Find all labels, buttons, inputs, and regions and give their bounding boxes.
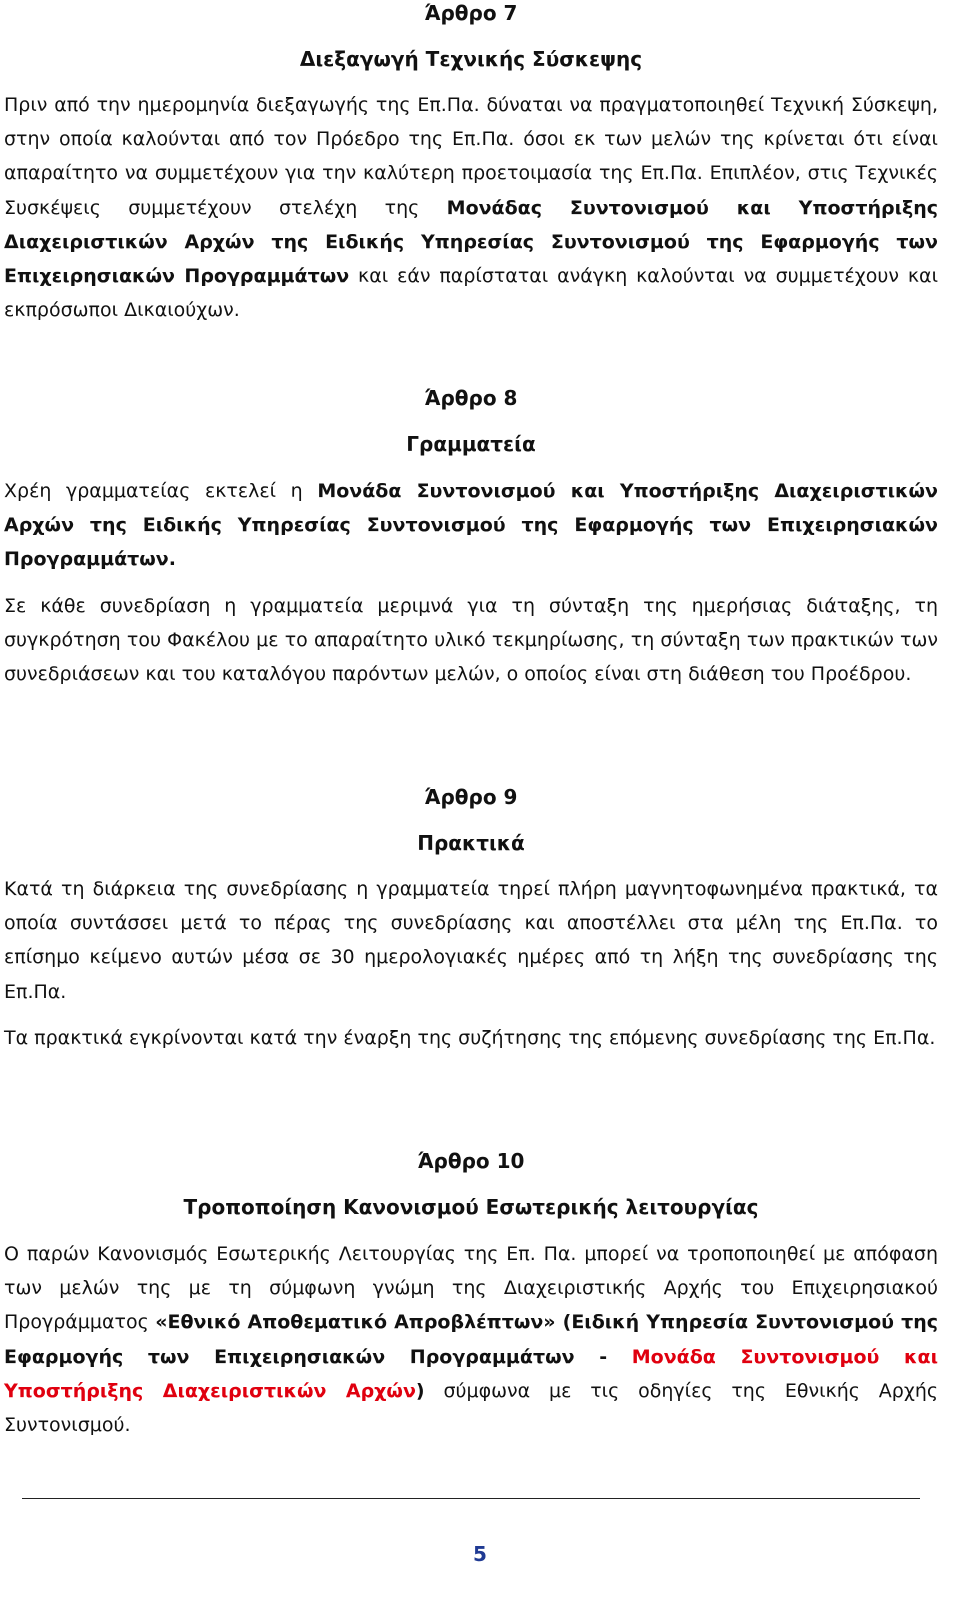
article-10-paragraph-1 [4, 1237, 938, 1442]
bold-run: «Εθνικό Αποθεματικό Απροβλέπτων» (Ειδική Υπηρεσία Συντονισμού της Εφαρμογής των Επιχειρησιακών Προγραμμάτων - [4, 1311, 938, 1368]
article-9-title: Πρακτικά [417, 831, 525, 855]
article-7-paragraph-1 [4, 88, 938, 327]
text-run: Χρέη γραμματείας εκτελεί η [4, 480, 318, 502]
red-bold-run: Μονάδα Συντονισμού και Υποστήριξης Διαχειριστικών Αρχών [4, 1345, 938, 1402]
text-run: και εάν παρίσταται ανάγκη καλούνται να συμμετέχουν και εκπρόσωποι Δικαιούχων. [4, 265, 939, 322]
article-9-paragraph-2: Τα πρακτικά εγκρίνονται κατά την έναρξη της συζήτησης της επόμενης συνεδρίασης της Επ.Πα. [4, 1027, 936, 1049]
bold-run: Μονάδας Συντονισμού και Υποστήριξης Διαχειριστικών Αρχών της Ειδικής Υπηρεσίας Συντονισμού της Εφαρμογής των Επιχειρησιακών Προγραμμάτων [4, 196, 938, 288]
article-7-number: Άρθρο 7 [424, 1, 518, 25]
article-8-paragraph-2: Σε κάθε συνεδρίαση η γραμματεία μεριμνά για τη σύνταξη της ημερήσιας διάταξης, τη συγκρότηση του Φακέλου με το απαραίτητο υλικό τεκμηρίωσης, τη σύνταξη των πρακτικών των συνεδριάσεων και του καταλόγου παρόντων μελών, ο οποίος είναι στη διάθεση του Προέδρου. [4, 595, 938, 686]
article-10-number: Άρθρο 10 [417, 1149, 525, 1173]
article-7-title: Διεξαγωγή Τεχνικής Σύσκεψης [299, 47, 643, 71]
page-number: 5 [473, 1542, 487, 1566]
article-9-paragraph-1: Κατά τη διάρκεια της συνεδρίασης η γραμματεία τηρεί πλήρη μαγνητοφωνημένα πρακτικά, τα οποία συντάσσει μετά το πέρας της συνεδρίασης και αποστέλλει στα μέλη της Επ.Πα. το επίσημο κείμενο αυτών μέσα σε 30 ημερολογιακές ημέρες από τη λήξη της συνεδρίασης της Επ.Πα. [4, 878, 938, 1003]
text-run: Πριν από την ημερομηνία διεξαγωγής της Επ.Πα. δύναται να πραγματοποιηθεί Τεχνική Σύσκεψη, στην οποία καλούνται από τον Πρόεδρο της Επ.Πα. όσοι εκ των μελών της κρίνεται ότι είναι απαραίτητο να συμμετέχουν για την καλύτερη προετοιμασία της Επ.Πα. Επιπλέον, στις Τεχνικές Συσκέψεις συμμετέχουν στελέχη της [4, 94, 938, 219]
article-9-number: Άρθρο 9 [424, 785, 518, 809]
article-8-title: Γραμματεία [406, 432, 536, 456]
bold-run: Μονάδα Συντονισμού και Υποστήριξης Διαχειριστικών Αρχών της Ειδικής Υπηρεσίας Συντονισμού της Εφαρμογής των Επιχειρησιακών Προγραμμάτων. [4, 480, 938, 571]
bold-run: ) [415, 1379, 425, 1402]
article-8-number: Άρθρο 8 [424, 386, 518, 410]
article-8-paragraph-1 [4, 474, 938, 577]
text-run: Ο παρών Κανονισμός Εσωτερικής Λειτουργίας της Επ. Πα. μπορεί να τροποποιηθεί με απόφαση των μελών της με τη σύμφωνη γνώμη της Διαχειριστικής Αρχής του Επιχειρησιακού Προγράμματος [4, 1243, 938, 1334]
footer-divider [22, 1498, 920, 1499]
text-run: σύμφωνα με τις οδηγίες της Εθνικής Αρχής Συντονισμού. [4, 1379, 939, 1437]
article-10-title: Τροποποίηση Κανονισμού Εσωτερικής λειτουργίας [183, 1195, 759, 1219]
